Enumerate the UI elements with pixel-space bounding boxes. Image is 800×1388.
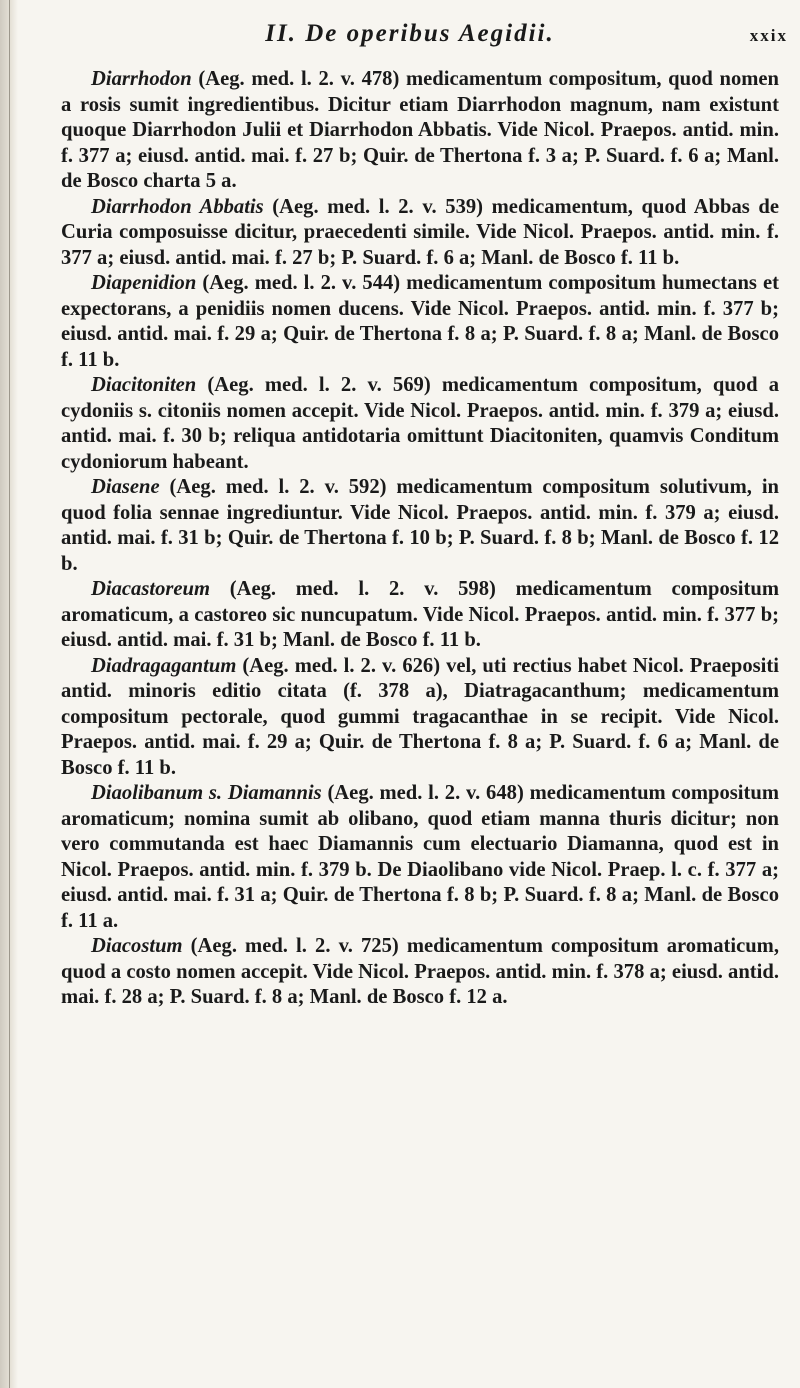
entry-term: Diapenidion (91, 272, 197, 294)
entry-term: Diacostum (91, 935, 183, 957)
page-binding-line (9, 0, 10, 1388)
entry-term: Diaolibanum s. Diamannis (91, 782, 322, 804)
glossary-entry (61, 934, 779, 1011)
entry-text: (Aeg. med. l. 2. v. 544) medicamentum compositum humectans et expectorans, a penidiis nomen ducens. Vide Nicol. Praepos. antid. min. f. 377 b; eiusd. antid. mai. f. 29 a; Quir. de Thertona f. 8 a; P. Suard. f. 8 a; Manl. de Bosco f. 11 b. (61, 272, 779, 371)
running-header (60, 14, 790, 50)
entry-text: (Aeg. med. l. 2. v. 592) medicamentum compositum solutivum, in quod folia sennae ingrediuntur. Vide Nicol. Praepos. antid. min. f. 379 a; eiusd. antid. mai. f. 31 b; Quir. de Thertona f. 10 b; P. Suard. f. 8 b; Manl. de Bosco f. 12 b. (61, 476, 779, 575)
entry-text: (Aeg. med. l. 2. v. 539) medicamentum, quod Abbas de Curia composuisse dicitur, praecedenti simile. Vide Nicol. Praepos. antid. min. f. 377 a; eiusd. antid. mai. f. 27 b; P. Suard. f. 6 a; Manl. de Bosco f. 11 b. (61, 195, 780, 269)
glossary-entry (61, 373, 779, 475)
entry-list (61, 67, 779, 1011)
glossary-entry (61, 271, 779, 373)
glossary-entry (61, 781, 779, 934)
entry-text: (Aeg. med. l. 2. v. 478) medicamentum compositum, quod nomen a rosis sumit ingredientibus. Dicitur etiam Diarrhodon magnum, nam existunt quoque Diarrhodon Julii et Diarrhodon Abbatis. Vide Nicol. Praepos. antid. min. f. 377 a; eiusd. antid. mai. f. 27 b; Quir. de Thertona f. 3 a; P. Suard. f. 6 a; Manl. de Bosco charta 5 a. (61, 68, 779, 192)
glossary-entry (61, 577, 779, 654)
entry-text: (Aeg. med. l. 2. v. 725) medicamentum compositum aromaticum, quod a costo nomen accepit. Vide Nicol. Praepos. antid. min. f. 378 a; eiusd. antid. mai. f. 28 a; P. Suard. f. 8 a; Manl. de Bosco f. 12 a. (61, 935, 779, 1008)
entry-text: (Aeg. med. l. 2. v. 569) medicamentum compositum, quod a cydoniis s. citoniis nomen accepit. Vide Nicol. Praepos. antid. min. f. 379 a; eiusd. antid. mai. f. 30 b; reliqua antidotaria omittunt Diacitoniten, quamvis Conditum cydoniorum habeant. (61, 374, 779, 473)
entry-text: (Aeg. med. l. 2. v. 648) medicamentum compositum aromaticum; nomina sumit ab olibano, quod etiam manna thuris dicitur; non vero commutanda est haec Diamannis cum electuario Diamanna, quod est in Nicol. Praepos. antid. min. f. 379 b. De Diaolibano vide Nicol. Praep. l. c. f. 377 a; eiusd. antid. mai. f. 31 a; Quir. de Thertona f. 8 b; P. Suard. f. 8 a; Manl. de Bosco f. 11 a. (61, 782, 779, 932)
entry-text: (Aeg. med. l. 2. v. 598) medicamentum compositum aromaticum, a castoreo sic nuncupatum. Vide Nicol. Praepos. antid. min. f. 377 b; eiusd. antid. mai. f. 31 b; Manl. de Bosco f. 11 b. (61, 578, 779, 651)
entry-term: Diadragagantum (91, 654, 237, 677)
glossary-entry (61, 67, 779, 195)
running-title: II. De operibus Aegidii. (265, 20, 555, 47)
entry-term: Diacitoniten (91, 374, 197, 396)
entry-term: Diacastoreum (91, 578, 210, 600)
page-number: xxix (749, 26, 788, 45)
entry-term: Diarrhodon (91, 68, 192, 90)
glossary-entry (61, 195, 779, 272)
glossary-entry (61, 654, 779, 782)
entry-term: Diarrhodon Abbatis (91, 195, 264, 218)
entry-term: Diasene (91, 476, 160, 498)
entry-text: (Aeg. med. l. 2. v. 626) vel, uti rectius habet Nicol. Praepositi antid. minoris editio citata (f. 378 a), Diatragacanthum; medicamentum compositum pectorale, quod gummi tragacanthae in se recipit. Vide Nicol. Praepos. antid. mai. f. 29 a; Quir. de Thertona f. 8 a; P. Suard. f. 6 a; Manl. de Bosco f. 11 b. (61, 654, 779, 779)
glossary-entry (61, 475, 779, 577)
